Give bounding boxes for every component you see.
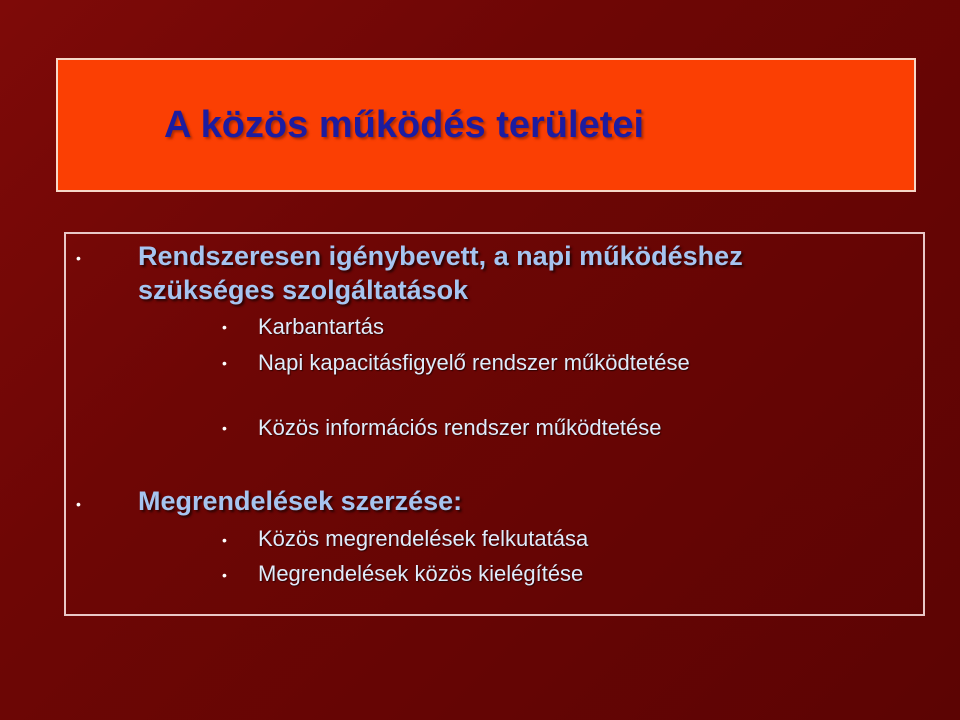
- section-heading-line: Megrendelések szerzése:: [138, 486, 463, 516]
- bullet-icon: •: [76, 250, 81, 266]
- list-item: Közös megrendelések felkutatása: [258, 526, 589, 551]
- bullet-icon: •: [222, 420, 227, 436]
- slide-title: A közös működés területei: [164, 104, 645, 146]
- bullet-icon: •: [222, 319, 227, 335]
- list-item: Közös információs rendszer működtetése: [258, 415, 662, 440]
- bullet-icon: •: [222, 355, 227, 371]
- section-heading-line: Rendszeresen igénybevett, a napi működéshez: [138, 241, 743, 271]
- section-heading-line: szükséges szolgáltatások: [138, 275, 469, 305]
- list-item: Karbantartás: [258, 314, 384, 339]
- bullet-icon: •: [222, 567, 227, 583]
- bullet-icon: •: [222, 532, 227, 548]
- bullet-icon: •: [76, 496, 81, 512]
- list-item: Megrendelések közös kielégítése: [258, 561, 584, 586]
- list-item: Napi kapacitásfigyelő rendszer működtetése: [258, 350, 690, 375]
